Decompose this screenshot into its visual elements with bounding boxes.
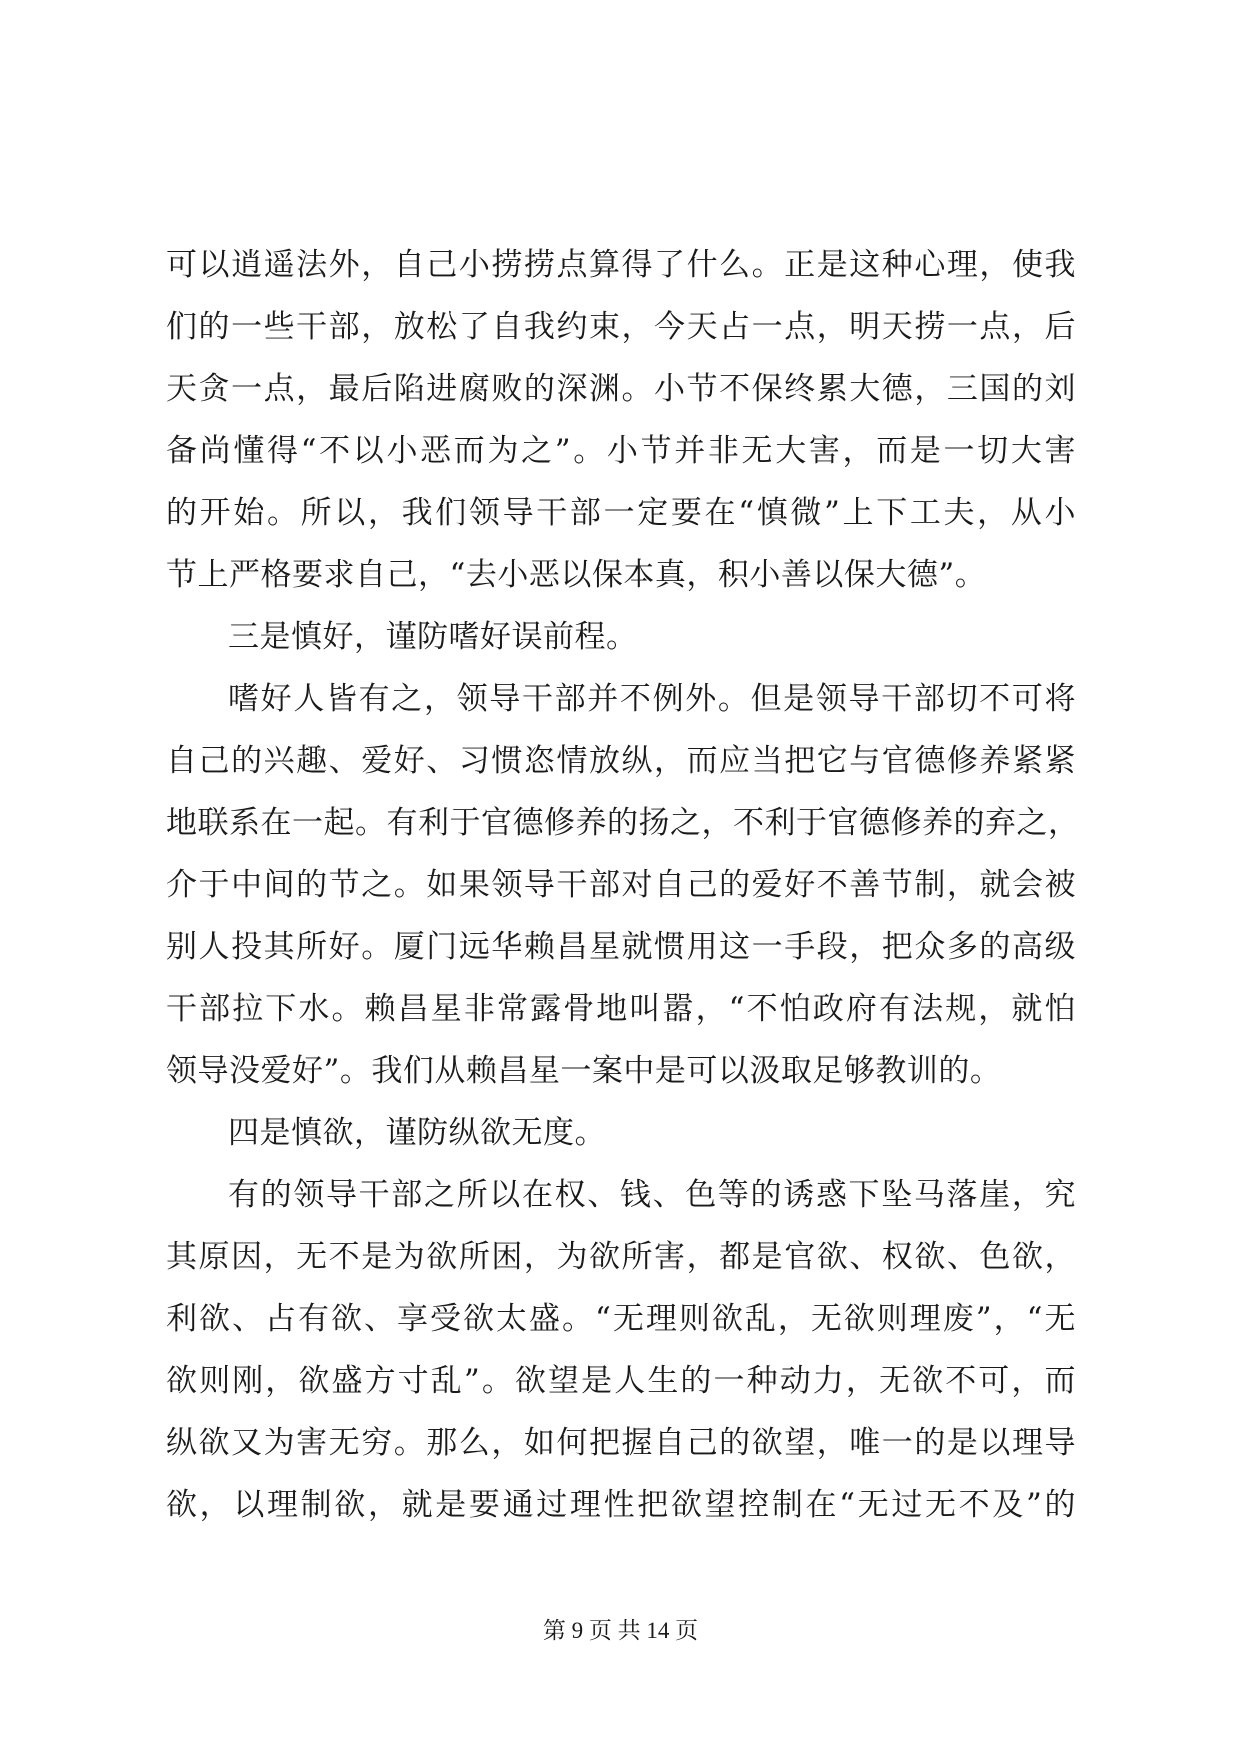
text-line: 领导没爱好”。我们从赖昌星一案中是可以汲取足够教训的。	[166, 1053, 1002, 1089]
text-line: 节上严格要求自己，“去小恶以保本真，积小善以保大德”。	[166, 557, 987, 593]
document-body	[166, 234, 1080, 1536]
text-line: 介于中间的节之。如果领导干部对自己的爱好不善节制，就会被	[166, 867, 1076, 903]
text-line: 自己的兴趣、爱好、习惯恣情放纵，而应当把它与官德修养紧紧	[166, 743, 1076, 779]
text-line: 有的领导干部之所以在权、钱、色等的诱惑下坠马落崖，究	[228, 1177, 1076, 1213]
page-number-footer: 第 9 页 共 14 页	[542, 1618, 699, 1643]
text-line: 利欲、占有欲、享受欲太盛。“无理则欲乱，无欲则理废”，“无	[166, 1301, 1076, 1337]
text-line: 们的一些干部，放松了自我约束，今天占一点，明天捞一点，后	[166, 309, 1076, 345]
text-line: 嗜好人皆有之，领导干部并不例外。但是领导干部切不可将	[228, 681, 1076, 717]
section-heading: 三是慎好，谨防嗜好误前程。	[228, 619, 638, 655]
text-line: 别人投其所好。厦门远华赖昌星就惯用这一手段，把众多的高级	[166, 929, 1076, 965]
text-line: 其原因，无不是为欲所困，为欲所害，都是官欲、权欲、色欲，	[166, 1239, 1076, 1275]
text-line: 干部拉下水。赖昌星非常露骨地叫嚣，“不怕政府有法规，就怕	[166, 991, 1076, 1027]
text-line: 天贪一点，最后陷进腐败的深渊。小节不保终累大德，三国的刘	[166, 371, 1076, 407]
text-line: 备尚懂得“不以小恶而为之”。小节并非无大害，而是一切大害	[166, 433, 1076, 469]
text-line: 可以逍遥法外，自己小捞捞点算得了什么。正是这种心理，使我	[166, 247, 1076, 283]
text-line: 欲则刚，欲盛方寸乱”。欲望是人生的一种动力，无欲不可，而	[166, 1363, 1076, 1399]
text-line: 欲，以理制欲，就是要通过理性把欲望控制在“无过无不及”的	[166, 1487, 1076, 1523]
text-line: 地联系在一起。有利于官德修养的扬之，不利于官德修养的弃之，	[166, 805, 1080, 841]
section-heading: 四是慎欲，谨防纵欲无度。	[228, 1115, 606, 1151]
text-line: 纵欲又为害无穷。那么，如何把握自己的欲望，唯一的是以理导	[166, 1425, 1076, 1461]
text-line: 的开始。所以，我们领导干部一定要在“慎微”上下工夫，从小	[166, 495, 1076, 531]
